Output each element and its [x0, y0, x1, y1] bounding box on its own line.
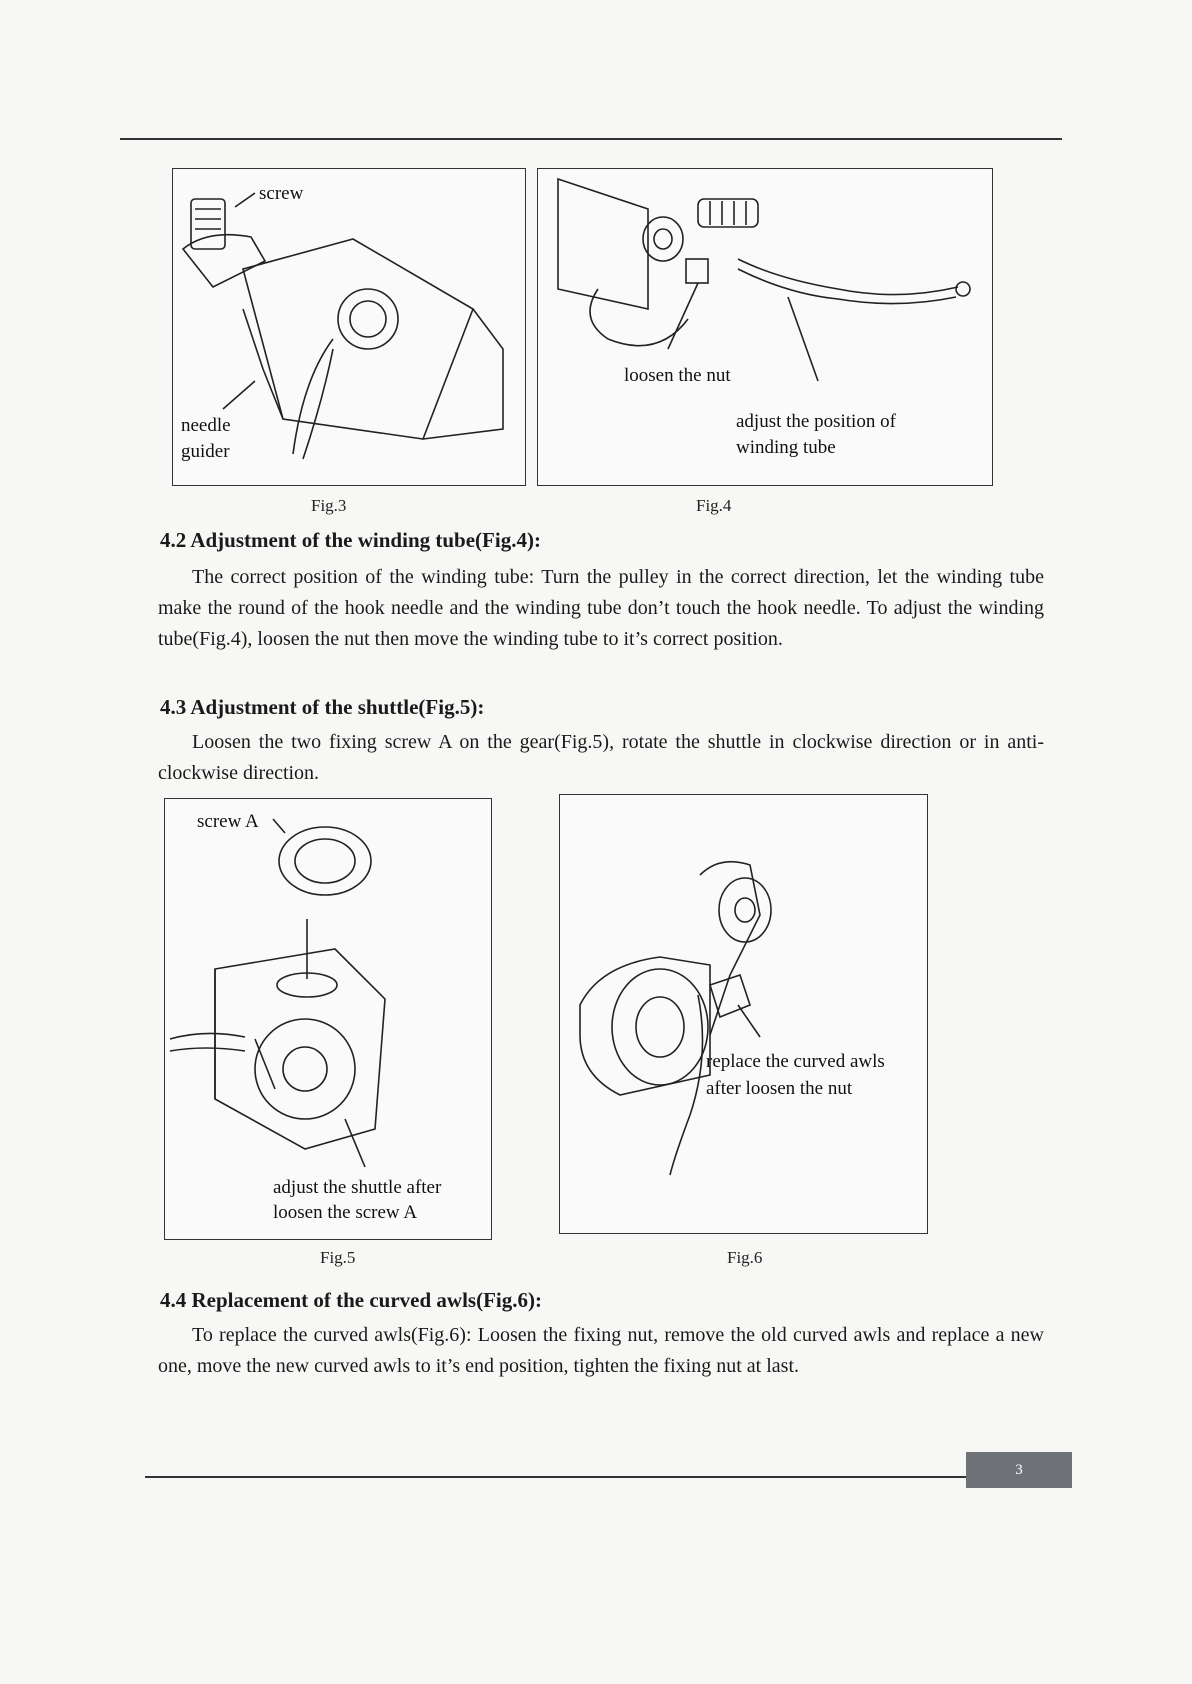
- section-4-4-body: To replace the curved awls(Fig.6): Loosen the fixing nut, remove the old curved awls and replace a new one, move the new curved awls to it’s end position, tighten the fixing nut at last.: [158, 1324, 1044, 1377]
- header-rule: [120, 138, 1062, 140]
- winding-tube-label-line2: winding tube: [736, 437, 836, 458]
- shuttle-label-line1: adjust the shuttle after: [273, 1177, 442, 1198]
- shuttle-illustration: [165, 799, 491, 1239]
- section-4-4-heading: 4.4 Replacement of the curved awls(Fig.6):: [160, 1288, 542, 1312]
- needle-guider-label-line1: needle: [181, 415, 231, 436]
- figure-4-caption: Fig.4: [696, 496, 732, 515]
- footer-rule: [145, 1476, 990, 1478]
- curved-awls-illustration: [560, 795, 927, 1233]
- section-4-3-heading: 4.3 Adjustment of the shuttle(Fig.5):: [160, 695, 485, 719]
- section-4-2-body: The correct position of the winding tube: Turn the pulley in the correct direction, let the winding tube make the round of the hook needle and the winding tube don’t touch the hook needle. To adjust the winding tube(Fig.4), loosen the nut then move the winding tube to it’s correct position.: [158, 566, 1044, 650]
- figure-5-caption: Fig.5: [320, 1248, 356, 1267]
- loosen-nut-label: loosen the nut: [624, 365, 731, 386]
- section-4-3-body: Loosen the two fixing screw A on the gear(Fig.5), rotate the shuttle in clockwise direction or in anti-clockwise direction.: [158, 731, 1044, 784]
- figure-3-caption: Fig.3: [311, 496, 347, 515]
- section-4-2-heading: 4.2 Adjustment of the winding tube(Fig.4):: [160, 528, 541, 552]
- figure-6: [559, 794, 928, 1234]
- figure-6-caption: Fig.6: [727, 1248, 763, 1267]
- page-number-badge: 3: [966, 1452, 1072, 1488]
- curved-awls-label-line1: replace the curved awls: [706, 1051, 885, 1072]
- figure-5: [164, 798, 492, 1240]
- shuttle-label-line2: loosen the screw A: [273, 1202, 418, 1223]
- screw-label: screw: [259, 183, 304, 204]
- curved-awls-label-line2: after loosen the nut: [706, 1078, 853, 1099]
- figure-3: [172, 168, 526, 486]
- winding-tube-label-line1: adjust the position of: [736, 411, 896, 432]
- screw-a-label: screw A: [197, 811, 259, 832]
- figure-4: [537, 168, 993, 486]
- needle-guider-label-line2: guider: [181, 441, 230, 462]
